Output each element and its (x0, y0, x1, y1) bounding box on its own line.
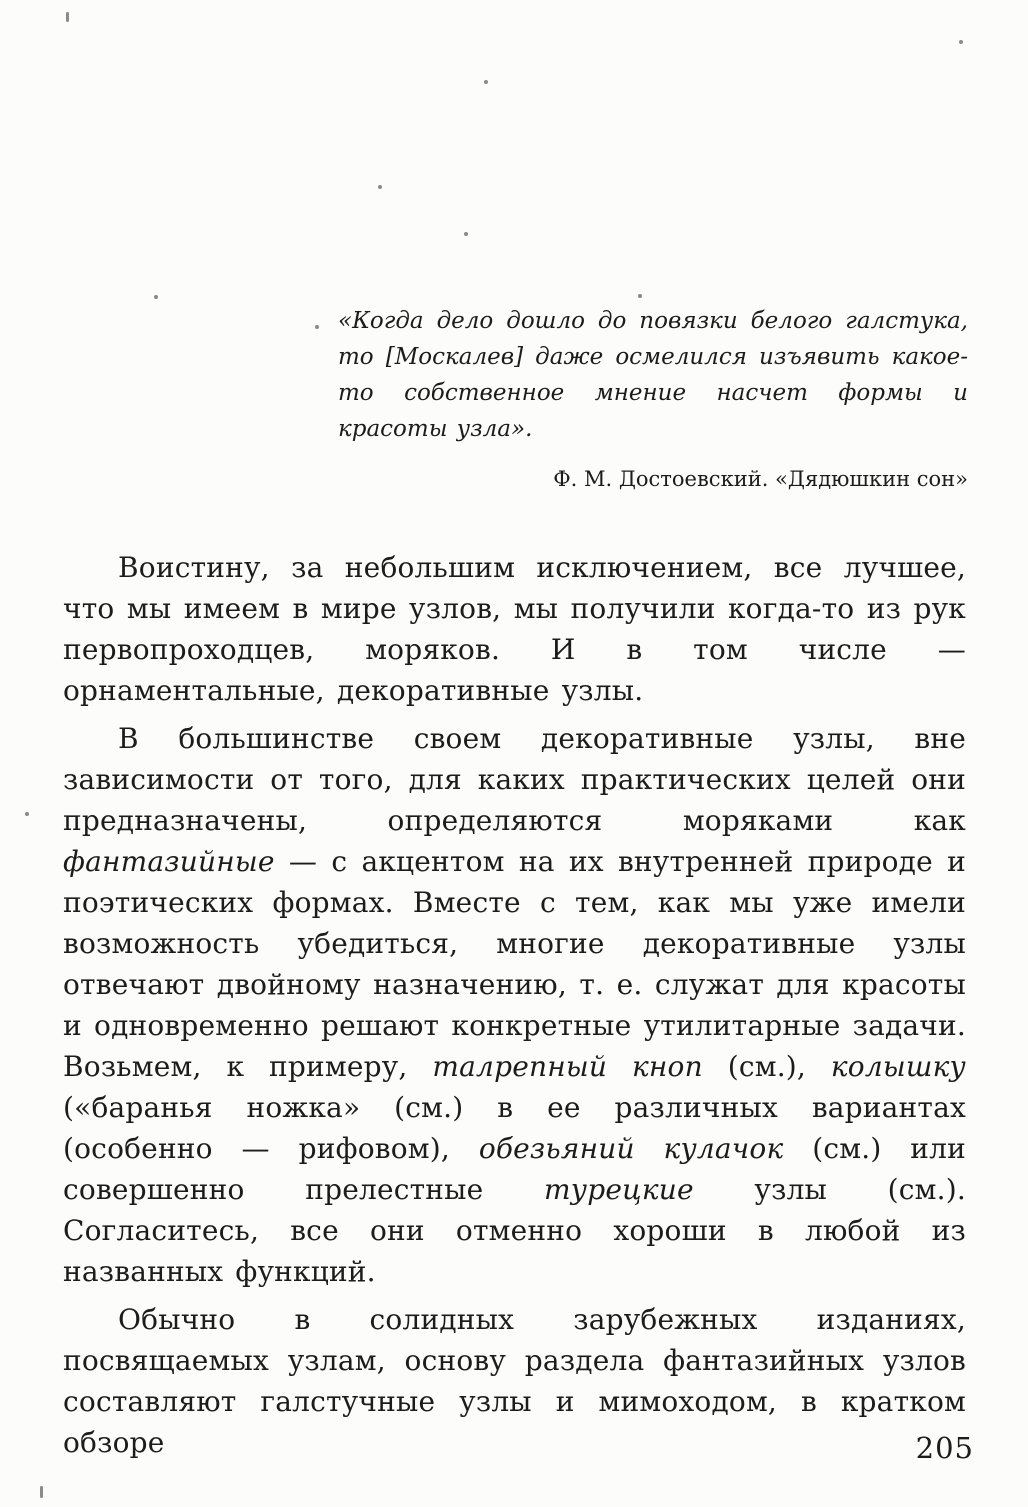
italic-text-run: талрепный кноп (432, 1050, 703, 1083)
scan-speck (40, 1486, 43, 1498)
text-run: — с акцентом на их внутренней природе и поэтических формах. Вместе с тем, как мы уже имели возможность убедиться, многие декоративные узлы отвечают двойному назначению, т. е. служат для красоты и одновременно решают конкретные утилитарные задачи. Возьмем, к примеру, (63, 845, 966, 1083)
italic-text-run: колышку (830, 1050, 966, 1083)
italic-text-run: турецкие (544, 1173, 694, 1206)
scan-speck (484, 80, 488, 84)
scan-speck (638, 294, 642, 298)
scan-speck (66, 12, 69, 22)
text-run: (см.), (702, 1050, 831, 1083)
epigraph-quote: «Когда дело дошло до повязки белого галстука, то [Москалев] даже осмелился изъявить какое-то собственное мнение насчет формы и красоты узла». (338, 308, 968, 442)
text-run: Воистину, за небольшим исключением, все лучшее, что мы имеем в мире узлов, мы получили когда-то из рук первопроходцев, моряков. И в том числе — орнаментальные, декоративные узлы. (63, 551, 966, 707)
scan-speck (154, 295, 158, 299)
page-number: 205 (915, 1431, 974, 1465)
text-run: узлы (см.). Согласитесь, все они отменно хороши в любой из названных функций. (63, 1173, 966, 1288)
text-run: Обычно в солидных зарубежных изданиях, посвящаемых узлам, основу раздела фантазийных узлов составляют галстучные узлы и мимоходом, в кратком обзоре (63, 1303, 966, 1459)
scan-speck (378, 185, 382, 189)
text-run: В большинстве своем декоративные узлы, вне зависимости от того, для каких практических целей они предназначены, определяются моряками как (63, 722, 966, 837)
italic-text-run: фантазийные (63, 845, 275, 878)
text-run: (см.) или совершенно прелестные (63, 1132, 966, 1206)
paragraph (63, 1299, 966, 1463)
scan-speck (315, 325, 319, 329)
scan-speck (25, 812, 29, 816)
scan-speck (464, 232, 468, 236)
paragraph (63, 547, 966, 711)
italic-text-run: обезьяний кулачок (478, 1132, 784, 1165)
text-run: («баранья ножка» (см.) в ее различных вариантах (особенно — рифовом), (63, 1091, 966, 1165)
paragraph (63, 718, 966, 1292)
body-text (63, 547, 966, 1463)
scan-speck (959, 40, 963, 44)
epigraph-attribution: Ф. М. Достоевский. «Дядюшкин сон» (553, 467, 968, 491)
